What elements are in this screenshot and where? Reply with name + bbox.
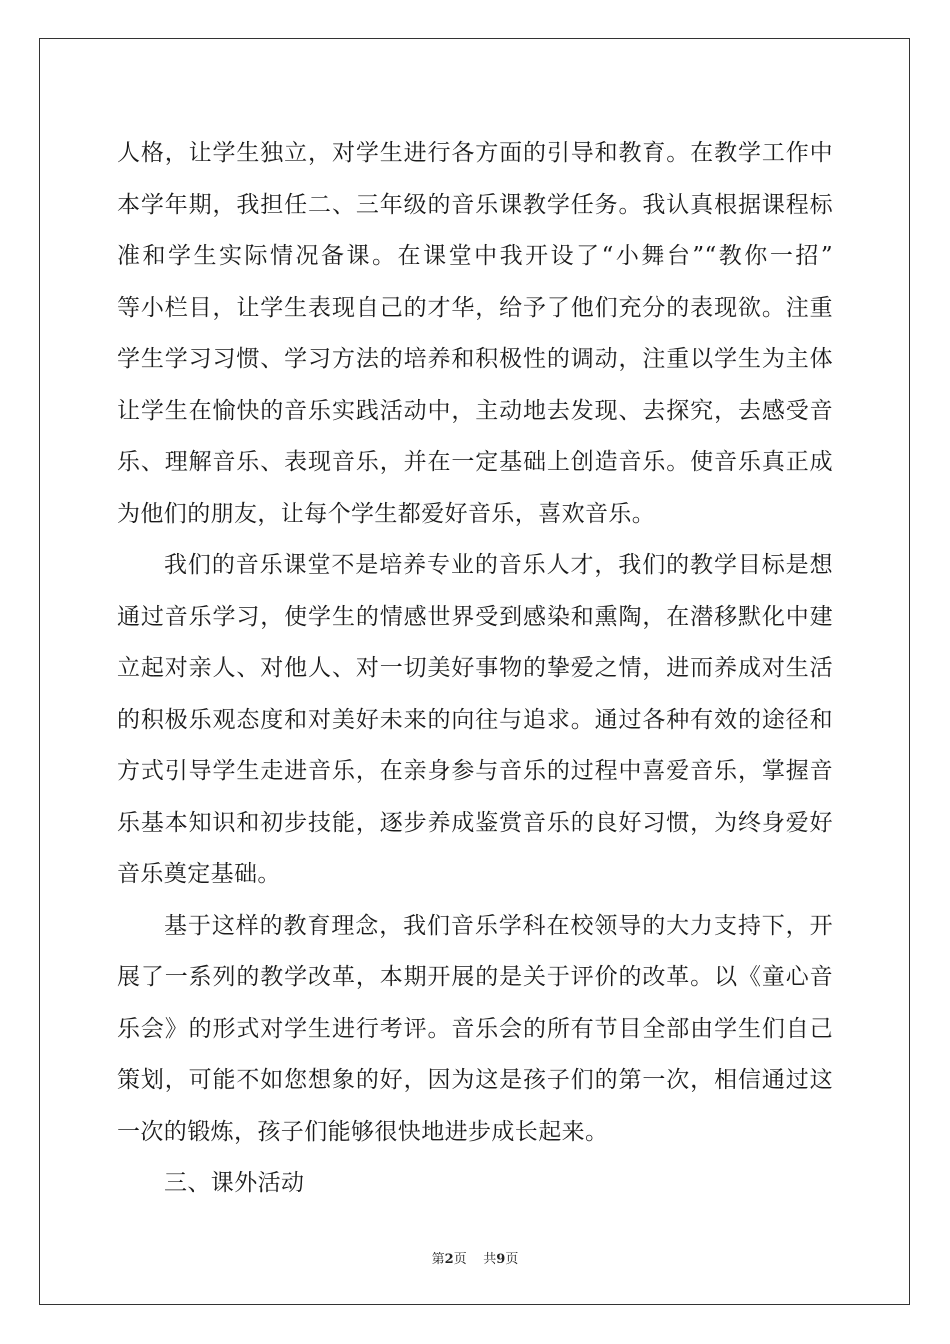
page-footer (0, 1248, 950, 1267)
text-line: 为他们的朋友，让每个学生都爱好音乐，喜欢音乐。 (117, 500, 656, 527)
text-line: 本学年期，我担任二、三年级的音乐课教学任务。我认真根据课程标 (117, 191, 833, 218)
text-line: 展了一系列的教学改革，本期开展的是关于评价的改革。以《童心音 (117, 964, 833, 990)
total-label-prefix: 共 (483, 1252, 497, 1267)
text-line: 人格，让学生独立，对学生进行各方面的引导和教育。在教学工作中 (117, 140, 833, 166)
text-line: 等小栏目，让学生表现自己的才华，给予了他们充分的表现欲。注重 (117, 294, 833, 321)
text-line: 准和学生实际情况备课。在课堂中我开设了“小舞台”“教你一招” (117, 243, 833, 269)
document-body (117, 128, 833, 1210)
text-line: 策划，可能不如您想象的好，因为这是孩子们的第一次，相信通过这 (117, 1067, 833, 1093)
text-line: 让学生在愉快的音乐实践活动中，主动地去发现、去探究，去感受音 (117, 397, 833, 424)
total-page-count: 9 (496, 1252, 506, 1267)
text-line: 乐基本知识和初步技能，逐步养成鉴赏音乐的良好习惯，为终身爱好 (117, 809, 833, 836)
page-label-prefix: 第 (431, 1252, 445, 1267)
total-label-suffix: 页 (505, 1252, 519, 1267)
text-line: 通过音乐学习，使学生的情感世界受到感染和熏陶，在潜移默化中建 (117, 603, 833, 630)
text-line: 乐会》的形式对学生进行考评。音乐会的所有节目全部由学生们自己 (117, 1015, 833, 1042)
page-label-suffix: 页 (453, 1252, 467, 1267)
text-line: 音乐奠定基础。 (117, 861, 281, 887)
text-line: 立起对亲人、对他人、对一切美好事物的挚爱之情，进而养成对生活 (117, 655, 833, 681)
text-line: 基于这样的教育理念，我们音乐学科在校领导的大力支持下，开 (164, 912, 833, 939)
text-line: 一次的锻炼，孩子们能够很快地进步成长起来。 (117, 1118, 609, 1145)
text-line: 方式引导学生走进音乐，在亲身参与音乐的过程中喜爱音乐，掌握音 (117, 758, 833, 784)
section-heading: 三、课外活动 (164, 1170, 305, 1196)
text-line: 我们的音乐课堂不是培养专业的音乐人才，我们的教学目标是想 (164, 552, 833, 578)
current-page-number: 2 (444, 1252, 454, 1267)
text-line: 的积极乐观态度和对美好未来的向往与追求。通过各种有效的途径和 (117, 706, 833, 733)
text-line: 学生学习习惯、学习方法的培养和积极性的调动，注重以学生为主体 (117, 346, 833, 372)
text-line: 乐、理解音乐、表现音乐，并在一定基础上创造音乐。使音乐真正成 (117, 449, 833, 475)
